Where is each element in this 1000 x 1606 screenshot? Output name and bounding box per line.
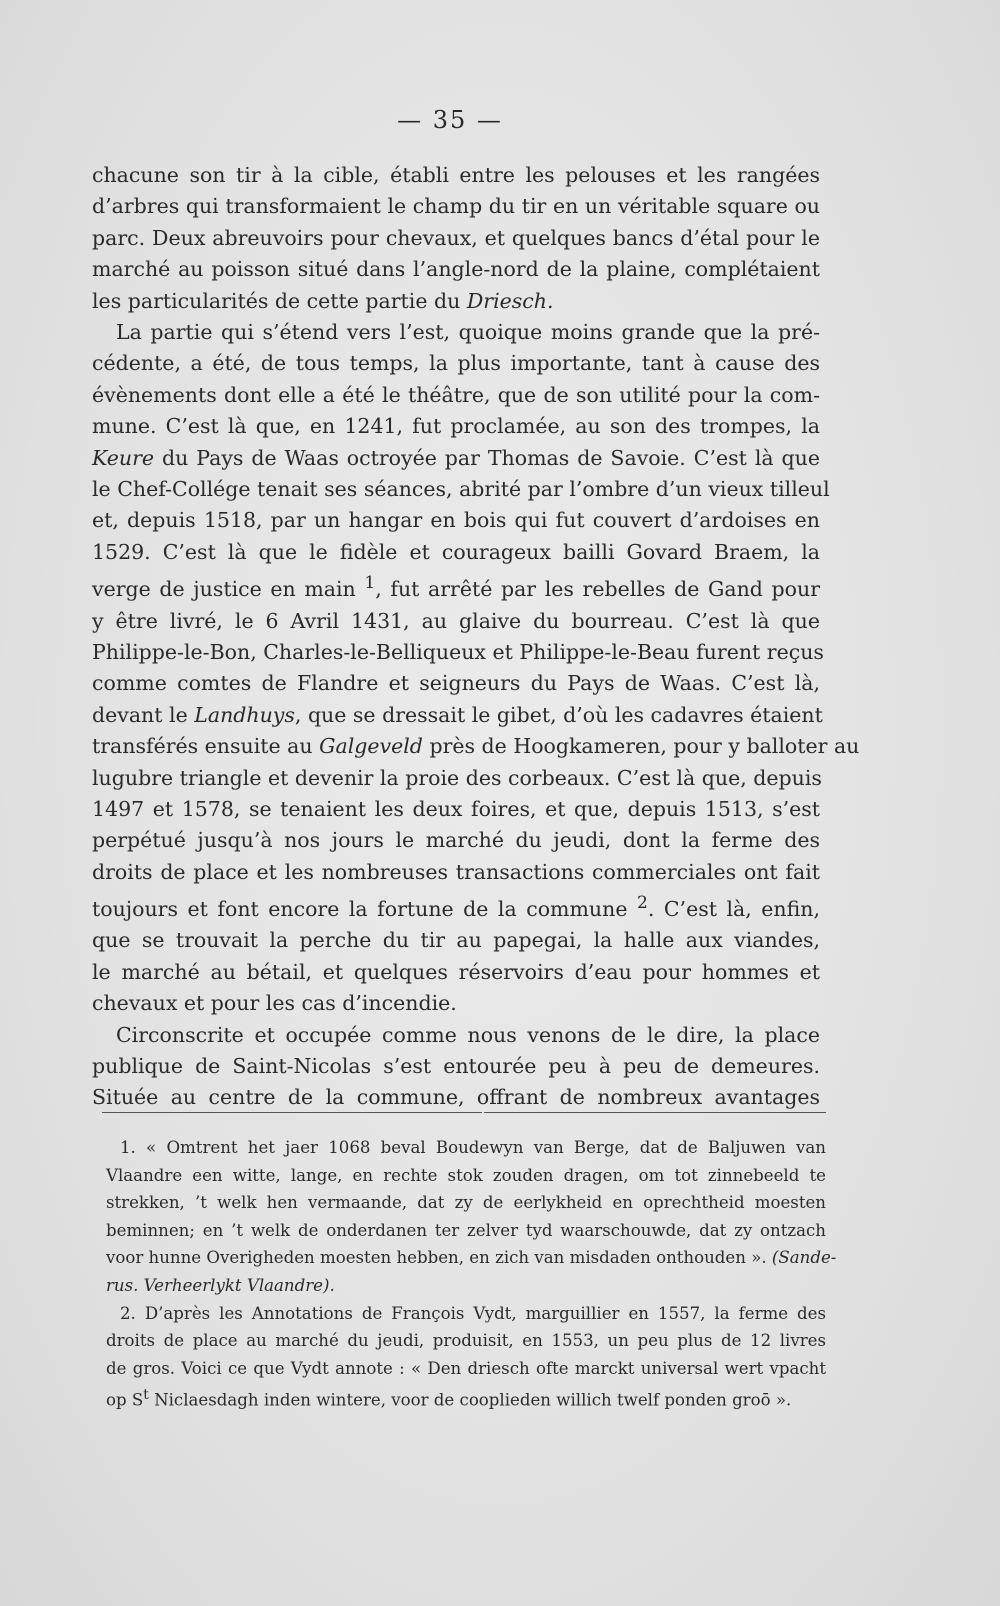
- text-line: marché au poisson situé dans l’angle-nord de la plaine, complétaient: [92, 257, 820, 282]
- text-fragment: verge de justice en main: [92, 577, 365, 602]
- text-line: Située au centre de la commune, offrant de nombreux avantages: [92, 1085, 820, 1110]
- text-fragment: transférés ensuite au: [92, 734, 320, 759]
- footnotes: [106, 1134, 837, 1414]
- text-fragment: , fut arrêté par les rebelles de Gand pour: [375, 577, 820, 602]
- separator-rule-left: [102, 1112, 482, 1113]
- text-line: Philippe-le-Bon, Charles-le-Belliqueux et Philippe-le-Beau furent reçus: [92, 639, 824, 664]
- text-line: [92, 286, 820, 317]
- text-fragment: du Pays de Waas octroyée par Thomas de Savoie. C’est là que: [154, 445, 820, 470]
- footnote-line: 1. « Omtrent het jaer 1068 beval Boudewyn van Berge, dat de Baljuwen van: [120, 1138, 826, 1157]
- main-text: [92, 160, 860, 1114]
- footnote-line: [106, 1272, 826, 1300]
- text-line: publique de Saint-Nicolas s’est entourée peu à peu de demeures.: [92, 1054, 820, 1079]
- text-line: évènements dont elle a été le théâtre, que de son utilité pour la com-: [92, 382, 820, 407]
- text-fragment: Niclaesdagh inden wintere, voor de cooplieden willich twelf ponden groō ».: [148, 1390, 792, 1410]
- text-fragment: voor hunne Overigheden moesten hebben, en zich van misdaden onthouden ».: [106, 1248, 772, 1268]
- text-line: chevaux et pour les cas d’incendie.: [92, 991, 457, 1016]
- italic-term-keure: Keure: [92, 445, 155, 470]
- citation-italic: (Sande-: [771, 1248, 837, 1268]
- text-line: La partie qui s’étend vers l’est, quoique moins grande que la pré-: [116, 320, 820, 345]
- text-line: 1497 et 1578, se tenaient les deux foires, et que, depuis 1513, s’est: [92, 796, 820, 821]
- text-line: [92, 731, 860, 762]
- text-line: et, depuis 1518, par un hangar en bois qui fut couvert d’ardoises en: [92, 508, 820, 533]
- text-line: parc. Deux abreuvoirs pour chevaux, et quelques bancs d’étal pour le: [92, 225, 820, 250]
- text-line: comme comtes de Flandre et seigneurs du Pays de Waas. C’est là,: [92, 671, 820, 696]
- footnote-1: [106, 1134, 837, 1300]
- page-number: — 35 —: [397, 106, 503, 134]
- separator-rule-right: [484, 1112, 826, 1113]
- paragraph-1: [92, 160, 820, 317]
- text-line: chacune son tir à la cible, établi entre les pelouses et les rangées: [92, 163, 820, 187]
- footnote-line: 2. D’après les Annotations de François Vydt, marguillier en 1557, la ferme des: [120, 1303, 826, 1323]
- footnote-line: strekken, ’t welk hen vermaande, dat zy de eerlykheid en oprechtheid moesten: [106, 1193, 826, 1213]
- text-line: que se trouvait la perche du tir au papegai, la halle aux viandes,: [92, 928, 820, 953]
- text-line: y être livré, le 6 Avril 1431, au glaive du bourreau. C’est là que: [92, 608, 820, 633]
- footnote-line: [106, 1244, 837, 1272]
- text-line: le Chef-Collége tenait ses séances, abrité par l’ombre d’un vieux tilleul: [92, 477, 830, 502]
- text-fragment: op S: [106, 1390, 144, 1410]
- footnote-line: beminnen; en ’t welk de onderdanen ter zelver tyd waarschouwde, dat zy ontzach: [106, 1220, 826, 1240]
- text-line: d’arbres qui transformaient le champ du tir en un véritable square ou: [92, 194, 820, 219]
- text-line: [92, 700, 823, 731]
- text-line: 1529. C’est là que le fidèle et courageux bailli Govard Braem, la: [92, 539, 820, 564]
- text-line: [92, 568, 820, 605]
- italic-term-galgeveld: Galgeveld: [319, 734, 423, 759]
- footnote-ref-2: 2: [636, 893, 648, 914]
- footnote-line: de gros. Voici ce que Vydt annote : « Den driesch ofte marckt universal wert vpacht: [106, 1358, 826, 1378]
- text-line: [92, 888, 820, 925]
- text-line: [92, 443, 820, 474]
- text-line: mune. C’est là que, en 1241, fut proclamée, au son des trompes, la: [92, 414, 820, 439]
- text-fragment: devant le: [92, 702, 195, 727]
- text-line: cédente, a été, de tous temps, la plus importante, tant à cause des: [92, 351, 820, 376]
- text-line: le marché au bétail, et quelques réservoirs d’eau pour hommes et: [92, 959, 820, 984]
- italic-term-driesch: Driesch.: [466, 288, 554, 313]
- citation-italic: rus. Verheerlykt Vlaandre).: [106, 1275, 335, 1295]
- footnote-2: [106, 1300, 826, 1415]
- footnote-ref-1: 1: [364, 573, 376, 594]
- italic-term-landhuys: Landhuys: [194, 702, 295, 727]
- text-fragment: , que se dressait le gibet, d’où les cadavres étaient: [294, 702, 823, 727]
- text-fragment: près de Hoogkameren, pour y balloter au: [422, 734, 860, 759]
- text-fragment: toujours et font encore la fortune de la commune: [92, 897, 637, 921]
- text-line: droits de place et les nombreuses transactions commerciales ont fait: [92, 859, 820, 884]
- footnote-separator: [102, 1112, 826, 1114]
- footnote-line: droits de place au marché du jeudi, produisit, en 1553, un peu plus de 12 livres: [106, 1331, 826, 1351]
- text-fragment: les particularités de cette partie du: [92, 288, 467, 313]
- text-line: Circonscrite et occupée comme nous venons de le dire, la place: [116, 1022, 820, 1047]
- superscript: t: [143, 1387, 149, 1404]
- footnote-line: [106, 1382, 826, 1414]
- paragraph-3: [92, 1020, 820, 1114]
- text-line: lugubre triangle et devenir la proie des corbeaux. C’est là que, depuis: [92, 765, 822, 790]
- text-fragment: . C’est là, enfin,: [647, 897, 820, 921]
- text-line: perpétué jusqu’à nos jours le marché du jeudi, dont la ferme des: [92, 828, 820, 853]
- footnote-line: Vlaandre een witte, lange, en rechte stok zouden dragen, om tot zinnebeeld te: [106, 1165, 826, 1185]
- paragraph-2: [92, 317, 860, 1020]
